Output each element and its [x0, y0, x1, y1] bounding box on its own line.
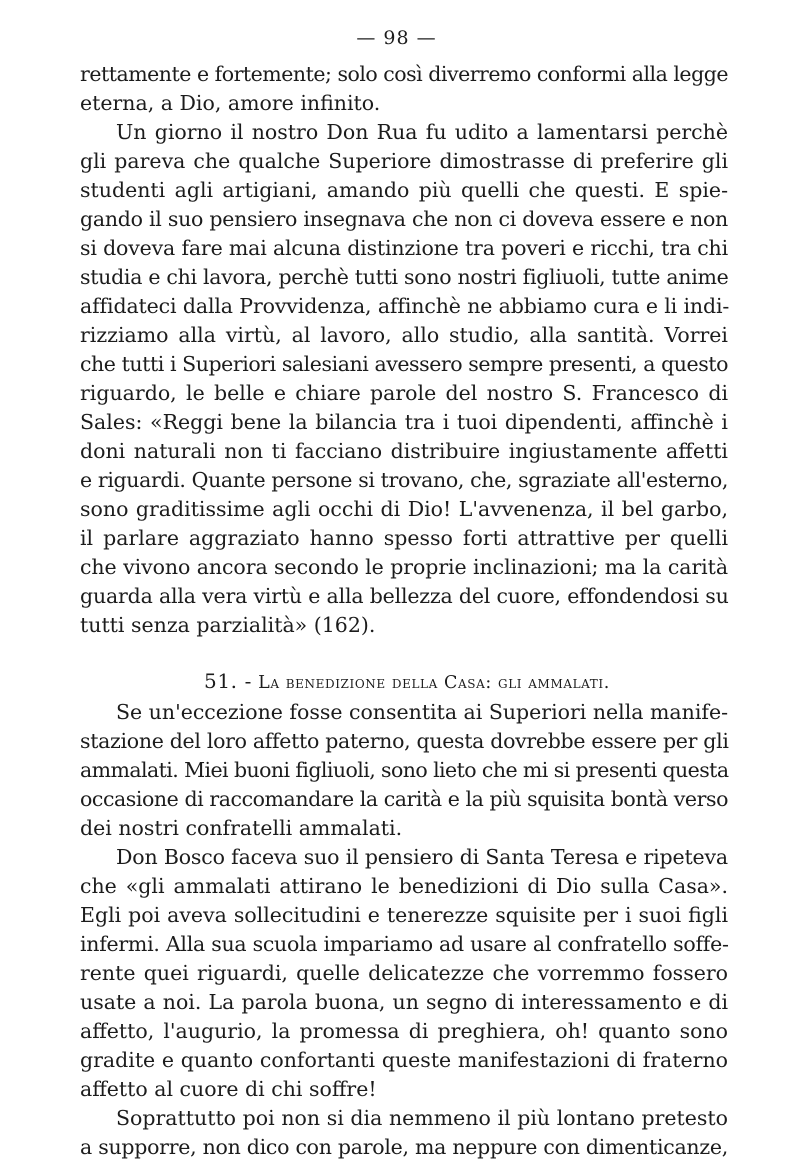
- text-line: Soprattutto poi non si dia nemmeno il più lontano pretesto: [116, 1106, 728, 1130]
- paragraph-3: [80, 698, 728, 843]
- text-line: Sales: «Reggi bene la bilancia tra i tuoi dipendenti, affinchè i: [80, 410, 728, 434]
- text-line: gli pareva che qualche Superiore dimostrasse di preferire gli: [80, 149, 728, 173]
- text-line: che tutti i Superiori salesiani avessero sempre presenti, a questo: [80, 352, 728, 376]
- body-text: [80, 60, 728, 1162]
- text-line: che vivono ancora secondo le proprie inclinazioni; ma la carità: [80, 555, 728, 579]
- text-line: a supporre, non dico con parole, ma neppure con dimenticanze,: [80, 1135, 728, 1159]
- text-line: Se un'eccezione fosse consentita ai Superiori nella manife-: [116, 700, 728, 724]
- text-line: rente quei riguardi, quelle delicatezze che vorremmo fossero: [80, 961, 728, 985]
- text-line: dei nostri confratelli ammalati.: [80, 816, 403, 840]
- text-line: Egli poi aveva sollecitudini e tenerezze squisite per i suoi figli: [80, 903, 728, 927]
- text-line: il parlare aggraziato hanno spesso forti attrattive per quelli: [80, 526, 728, 550]
- text-line: ammalati. Miei buoni figliuoli, sono lieto che mi si presenti questa: [80, 758, 729, 782]
- text-line: affetto al cuore di chi soffre!: [80, 1077, 377, 1101]
- text-line: sono graditissime agli occhi di Dio! L'avvenenza, il bel garbo,: [80, 497, 728, 521]
- text-line: Don Bosco faceva suo il pensiero di Santa Teresa e ripeteva: [116, 845, 728, 869]
- text-line: studenti agli artigiani, amando più quelli che questi. E spie-: [80, 178, 728, 202]
- text-line: gando il suo pensiero insegnava che non ci doveva essere e non: [80, 207, 728, 231]
- paragraph-1: [80, 60, 728, 118]
- text-line: usate a noi. La parola buona, un segno di interessamento e di: [80, 990, 728, 1014]
- section-number: 51. -: [204, 669, 252, 693]
- section-heading: [80, 664, 728, 698]
- text-line: occasione di raccomandare la carità e la più squisita bontà verso: [80, 787, 728, 811]
- text-line: e riguardi. Quante persone si trovano, che, sgraziate all'esterno,: [80, 468, 728, 492]
- text-line: eterna, a Dio, amore infinito.: [80, 91, 381, 115]
- text-line: studia e chi lavora, perchè tutti sono nostri figliuoli, tutte anime: [80, 265, 729, 289]
- text-line: doni naturali non ti facciano distribuire ingiustamente affetti: [80, 439, 728, 463]
- paragraph-2: [80, 118, 728, 640]
- section-gap: [80, 640, 728, 664]
- text-line: gradite e quanto confortanti queste manifestazioni di fraterno: [80, 1048, 728, 1072]
- text-line: guarda alla vera virtù e alla bellezza del cuore, effondendosi su: [80, 584, 729, 608]
- text-line: affidateci dalla Provvidenza, affinchè ne abbiamo cura e li indi-: [80, 294, 730, 318]
- text-line: rettamente e fortemente; solo così diverremo conformi alla legge: [80, 62, 728, 86]
- text-line: affetto, l'augurio, la promessa di preghiera, oh! quanto sono: [80, 1019, 728, 1043]
- text-line: riguardo, le belle e chiare parole del nostro S. Francesco di: [80, 381, 728, 405]
- text-line: infermi. Alla sua scuola impariamo ad usare al confratello soffe-: [80, 932, 729, 956]
- paragraph-4: [80, 843, 728, 1104]
- text-line: stazione del loro affetto paterno, questa dovrebbe essere per gli: [80, 729, 729, 753]
- text-line: che «gli ammalati attirano le benedizioni di Dio sulla Casa».: [80, 874, 728, 898]
- text-line: Un giorno il nostro Don Rua fu udito a lamentarsi perchè: [116, 120, 728, 144]
- section-title: La benedizione della Casa: gli ammalati.: [258, 673, 610, 693]
- text-line: tutti senza parzialità» (162).: [80, 613, 376, 637]
- text-line: rizziamo alla virtù, al lavoro, allo studio, alla santità. Vorrei: [80, 323, 728, 347]
- text-line: si doveva fare mai alcuna distinzione tra poveri e ricchi, tra chi: [80, 236, 728, 260]
- page-number: — 98 —: [356, 27, 437, 49]
- paragraph-5: [80, 1104, 728, 1162]
